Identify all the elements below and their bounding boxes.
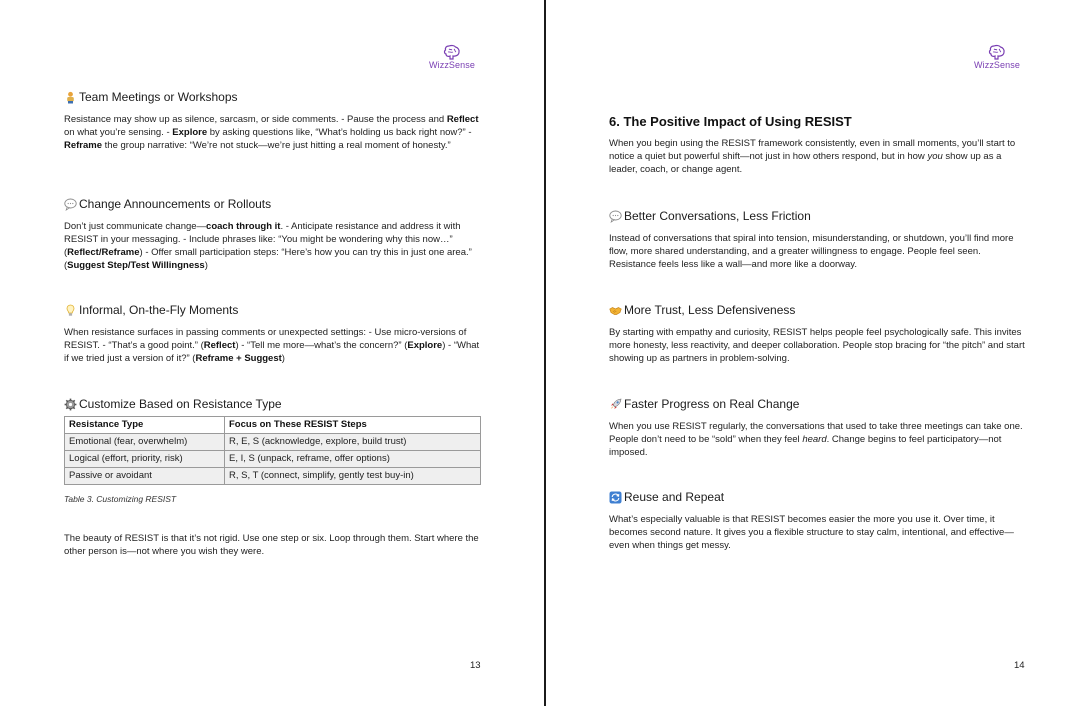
speech-bubble-icon [609, 210, 622, 223]
table-row [65, 468, 481, 485]
repeat-icon [609, 491, 622, 504]
table-cell: E, I, S (unpack, reframe, offer options) [225, 451, 481, 468]
bold-term: Explore [407, 340, 443, 351]
heading-text: Change Announcements or Rollouts [79, 197, 272, 211]
text-run: . Change begins to feel participatory—not imposed. [609, 434, 1002, 458]
bold-term: Reflect [446, 114, 479, 125]
section-heading [609, 208, 1029, 224]
text-run: Resistance may show up as silence, sarcasm, or side comments. - Pause the process and [64, 114, 447, 125]
section-heading [64, 396, 481, 412]
text-run: Instead of conversations that spiral into tension, misunderstanding, or shutdown, you’ll find more flow, more shared understanding, and a greater willingness to engage. People feel seen. Resistance feels less like a wall—and more like a doorway. [609, 233, 1014, 270]
heading-text: More Trust, Less Defensiveness [624, 303, 796, 317]
text-run: ) [281, 353, 285, 364]
table-caption: Table 3. Customizing RESIST [64, 494, 177, 504]
section-closing [64, 532, 484, 558]
text-run: When you use RESIST regularly, the conversations that used to take three meetings can take one. People don’t need to be “sold” when they feel [609, 421, 1023, 445]
text-run: by asking questions like, “What’s holding us back right now?” - [207, 127, 472, 138]
table-cell: R, S, T (connect, simplify, gently test buy-in) [225, 468, 481, 485]
text-run: When resistance surfaces in passing comments or unexpected settings: - Use micro-versions of RESIST. - “That’s a good point.” ( [64, 327, 467, 351]
section-body [609, 513, 1029, 552]
text-run: ) - “Tell me more—what’s the concern?” ( [235, 340, 408, 351]
bold-term: Suggest Step/Test Willingness [67, 260, 205, 271]
bold-term: Explore [172, 127, 208, 138]
section-body [609, 326, 1029, 365]
text-run: ) - Offer small participation steps: “Here’s how you can try this in just one area.” ( [64, 247, 472, 271]
section-body [64, 326, 484, 365]
brain-icon [988, 44, 1006, 60]
text-run: the group narrative: “We’re not stuck—we’re just hitting a real moment of honesty.” [102, 140, 451, 151]
section-body [64, 113, 484, 152]
table-cell: Passive or avoidant [65, 468, 225, 485]
page-number: 13 [470, 660, 481, 671]
closing-paragraph: The beauty of RESIST is that it’s not rigid. Use one step or six. Loop through them. Start where the other person is—not where you wish they were. [64, 533, 479, 557]
brand-logo [967, 44, 1027, 70]
section-better-conversations [609, 208, 1029, 271]
heading-text: Better Conversations, Less Friction [624, 209, 811, 223]
heading-text: Informal, On-the-Fly Moments [79, 303, 239, 317]
intro-paragraph [609, 137, 1029, 176]
emphasis: heard [802, 434, 827, 445]
section-faster-progress [609, 396, 1029, 459]
section-heading [609, 396, 1029, 412]
section-body [64, 220, 484, 272]
speech-bubble-icon [64, 198, 77, 211]
column-header: Focus on These RESIST Steps [225, 417, 481, 434]
chapter-title: 6. The Positive Impact of Using RESIST [609, 114, 852, 129]
person-icon [64, 91, 77, 104]
section-customize-table [64, 396, 481, 504]
text-run: By starting with empathy and curiosity, RESIST helps people feel psychologically safe. This invites more honesty, less reactivity, and deeper collaboration. People stop bracing for “the pitch” and start showing up as partners in problem-solving. [609, 327, 1025, 364]
heading-text: Reuse and Repeat [624, 490, 725, 504]
brand-name: WizzSense [429, 60, 475, 70]
section-reuse-repeat [609, 489, 1029, 552]
table-row [65, 451, 481, 468]
section-heading [64, 89, 484, 105]
text-run: When you begin using the RESIST framework consistently, even in small moments, you’ll start to notice a quiet but powerful shift—not just in how others respond, but in how [609, 138, 1016, 162]
section-more-trust [609, 302, 1029, 365]
section-heading [64, 196, 484, 212]
table-cell: Logical (effort, priority, risk) [65, 451, 225, 468]
section-body [609, 232, 1029, 271]
bold-term: Reframe [64, 140, 103, 151]
heading-text: Faster Progress on Real Change [624, 397, 800, 411]
chapter-title-block [609, 113, 1029, 176]
section-heading [64, 302, 484, 318]
brand-logo [422, 44, 482, 70]
text-run: ) [204, 260, 208, 271]
resistance-table [64, 416, 481, 485]
table-header-row [65, 417, 481, 434]
section-body [609, 420, 1029, 459]
text-run: . - Anticipate resistance and address it with RESIST in your messaging. - Include phrases like: “You might be wondering why this now…” ( [64, 221, 461, 258]
bold-term: Reframe + Suggest [195, 353, 282, 364]
page-14 [546, 0, 1090, 706]
heading-text: Customize Based on Resistance Type [79, 397, 282, 411]
section-heading [609, 489, 1029, 505]
text-run: show up as a leader, coach, or change agent. [609, 151, 1002, 175]
emphasis: you [927, 151, 943, 162]
brand-name: WizzSense [974, 60, 1020, 70]
section-change-announcements [64, 196, 484, 272]
text-run: Don’t just communicate change— [64, 221, 207, 232]
bold-term: coach through it [206, 221, 281, 232]
section-informal-moments [64, 302, 484, 365]
brain-icon [443, 44, 461, 60]
bold-term: Reflect/Reframe [67, 247, 140, 258]
lightbulb-icon [64, 304, 77, 317]
handshake-icon [609, 304, 622, 317]
table-cell: Emotional (fear, overwhelm) [65, 434, 225, 451]
table-row [65, 434, 481, 451]
page-number: 14 [1014, 660, 1025, 671]
page-13 [0, 0, 544, 706]
table-cell: R, E, S (acknowledge, explore, build trust) [225, 434, 481, 451]
gear-icon [64, 398, 77, 411]
column-header: Resistance Type [65, 417, 225, 434]
bold-term: Reflect [203, 340, 236, 351]
text-run: What’s especially valuable is that RESIST becomes easier the more you use it. Over time, it becomes second nature. It gives you a flexible structure to stay calm, intentional, and effective—even when things get messy. [609, 514, 1014, 551]
text-run: ) - “What if we tried just a version of it?” ( [64, 340, 480, 364]
rocket-icon [609, 398, 622, 411]
text-run: on what you’re sensing. - [64, 127, 173, 138]
section-team-meetings [64, 89, 484, 152]
heading-text: Team Meetings or Workshops [79, 90, 238, 104]
section-heading [609, 302, 1029, 318]
